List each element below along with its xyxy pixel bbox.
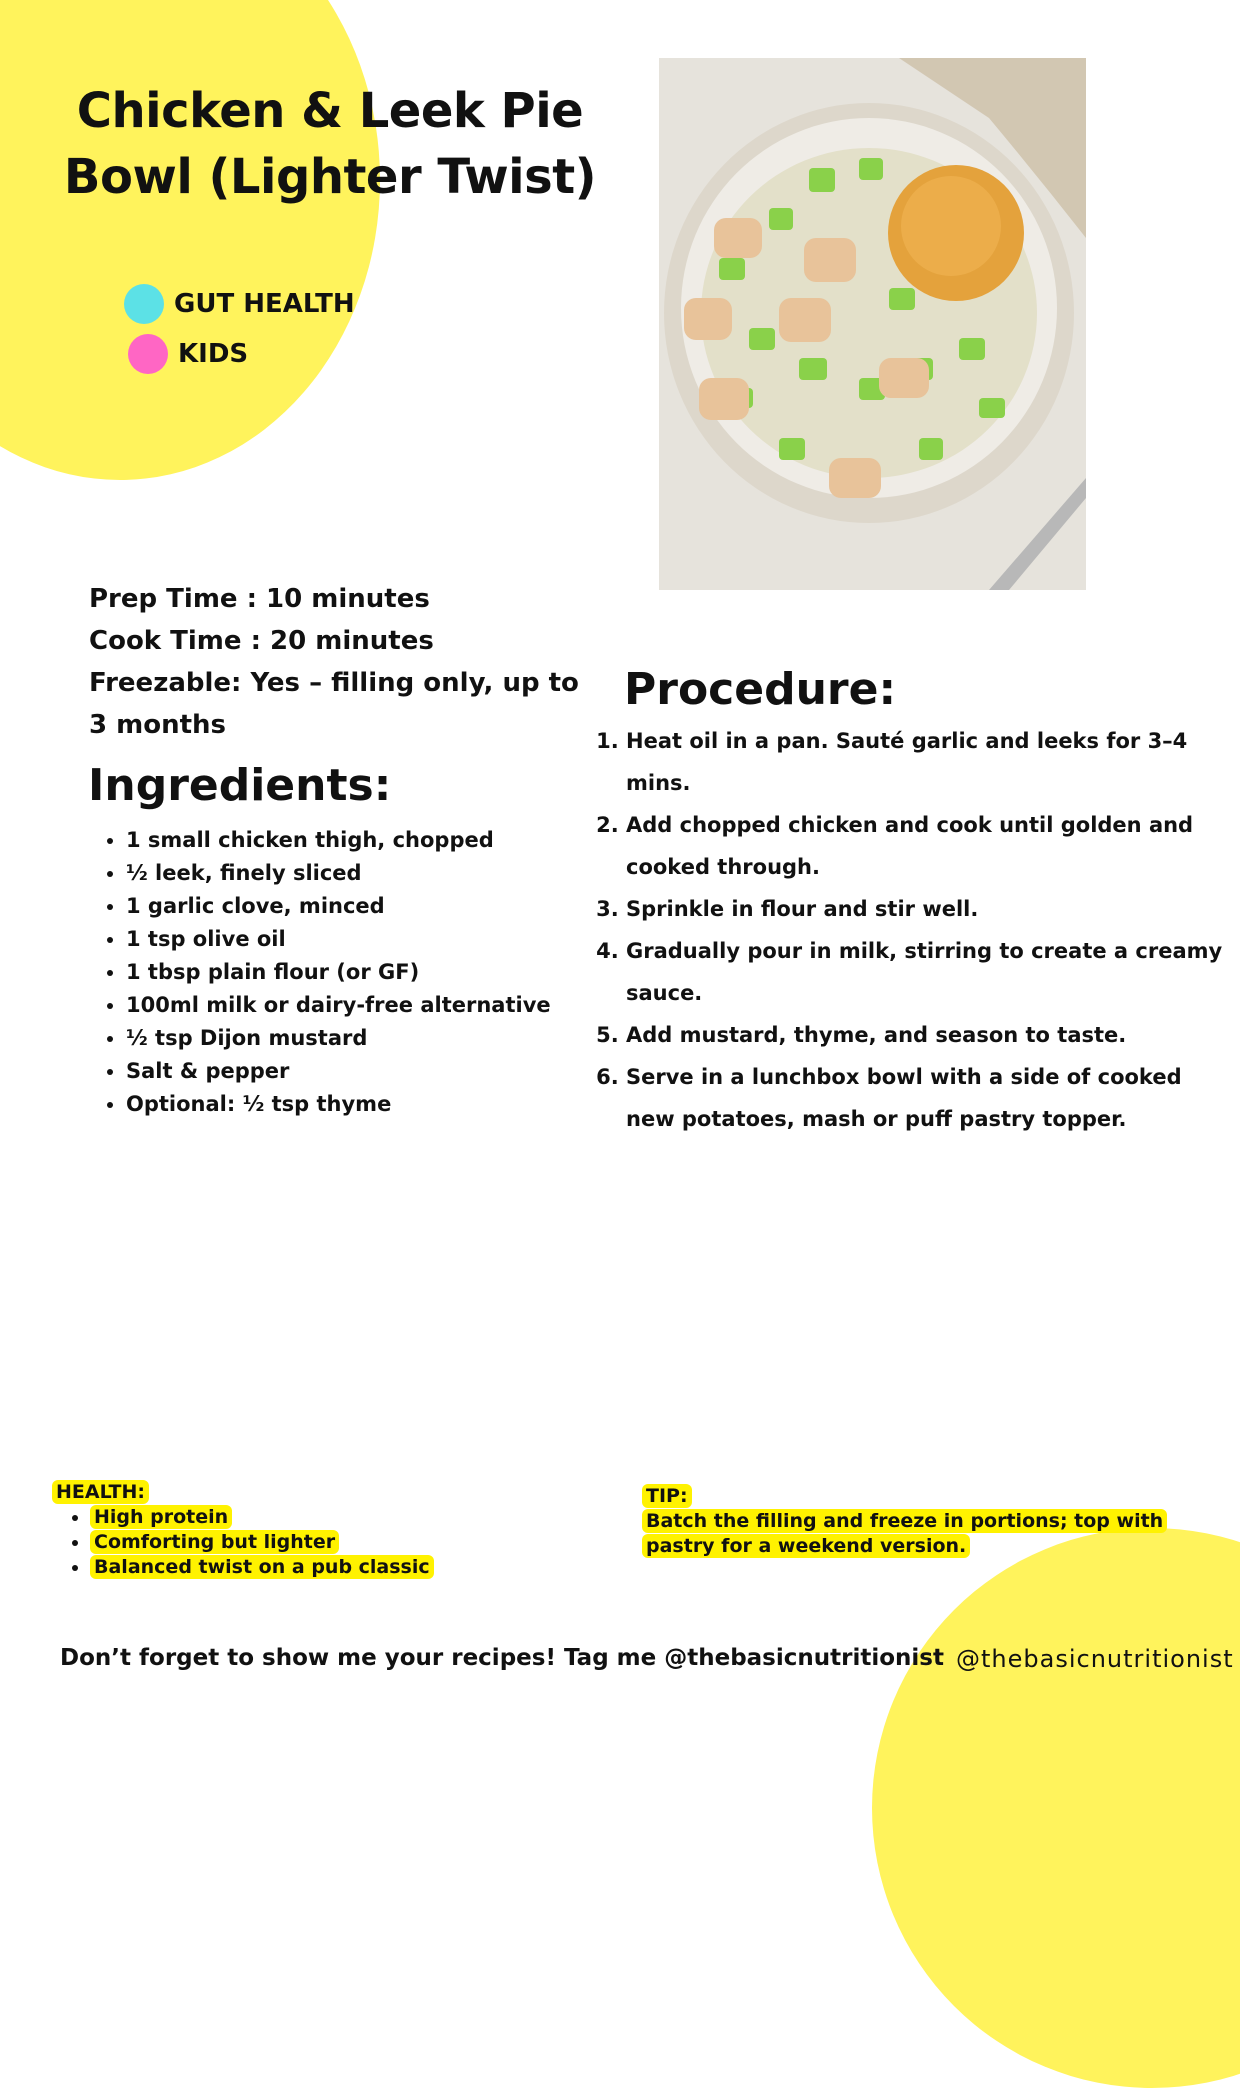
procedure-step: 4. Gradually pour in milk, stirring to create a creamy sauce. xyxy=(626,930,1226,1014)
tag-gut-health xyxy=(124,284,355,324)
recipe-title: Chicken & Leek Pie Bowl (Lighter Twist) xyxy=(63,83,597,205)
procedure-list xyxy=(600,720,1226,1140)
health-heading: HEALTH: xyxy=(52,1480,149,1504)
procedure-step: 2. Add chopped chicken and cook until golden and cooked through. xyxy=(626,804,1226,888)
recipe-meta xyxy=(89,578,589,746)
cook-time: Cook Time : 20 minutes xyxy=(89,626,434,656)
prep-time: Prep Time : 10 minutes xyxy=(89,584,430,614)
footer-cta: Don’t forget to show me your recipes! Tag me @thebasicnutritionist xyxy=(60,1645,944,1671)
procedure-step: 6. Serve in a lunchbox bowl with a side of cooked new potatoes, mash or puff pastry topper. xyxy=(626,1056,1226,1140)
ingredient-item: • 1 garlic clove, minced xyxy=(126,890,596,923)
yellow-circle-decoration-top xyxy=(0,0,380,480)
tag-kids xyxy=(128,334,248,374)
bowl-illustration xyxy=(659,58,1086,590)
yellow-circle-decoration-bottom xyxy=(872,1528,1240,2088)
ingredient-item: • ½ leek, finely sliced xyxy=(126,857,596,890)
procedure-step: 1. Heat oil in a pan. Sauté garlic and leeks for 3–4 mins. xyxy=(626,720,1226,804)
footer-handle: @thebasicnutritionist xyxy=(956,1645,1234,1673)
health-item: • Balanced twist on a pub classic xyxy=(90,1555,472,1580)
procedure-step: 5. Add mustard, thyme, and season to taste. xyxy=(626,1014,1226,1056)
ingredient-item: • ½ tsp Dijon mustard xyxy=(126,1022,596,1055)
ingredient-item: • 100ml milk or dairy-free alternative xyxy=(126,989,596,1022)
ingredient-item: • 1 tsp olive oil xyxy=(126,923,596,956)
tag-dot-icon xyxy=(128,334,168,374)
ingredient-item: • 1 tbsp plain flour (or GF) xyxy=(126,956,596,989)
freezable: Freezable: Yes – filling only, up to 3 months xyxy=(89,668,579,740)
ingredients-list xyxy=(100,824,596,1121)
tip-heading: TIP: xyxy=(642,1484,692,1508)
procedure-step: 3. Sprinkle in flour and stir well. xyxy=(626,888,1226,930)
health-item: • Comforting but lighter xyxy=(90,1530,472,1555)
tag-label: GUT HEALTH xyxy=(174,289,355,319)
tag-label: KIDS xyxy=(178,339,249,369)
ingredient-item: • Optional: ½ tsp thyme xyxy=(126,1088,596,1121)
health-box xyxy=(52,1480,472,1580)
ingredients-heading: Ingredients: xyxy=(88,760,392,811)
tip-text: Batch the filling and freeze in portions; top with pastry for a weekend version. xyxy=(642,1509,1167,1558)
ingredient-item: • 1 small chicken thigh, chopped xyxy=(126,824,596,857)
health-list xyxy=(52,1505,472,1580)
procedure-heading: Procedure: xyxy=(624,664,897,715)
ingredient-item: • Salt & pepper xyxy=(126,1055,596,1088)
tag-dot-icon xyxy=(124,284,164,324)
health-item: • High protein xyxy=(90,1505,472,1530)
recipe-photo xyxy=(659,58,1086,590)
tip-box xyxy=(642,1484,1202,1559)
